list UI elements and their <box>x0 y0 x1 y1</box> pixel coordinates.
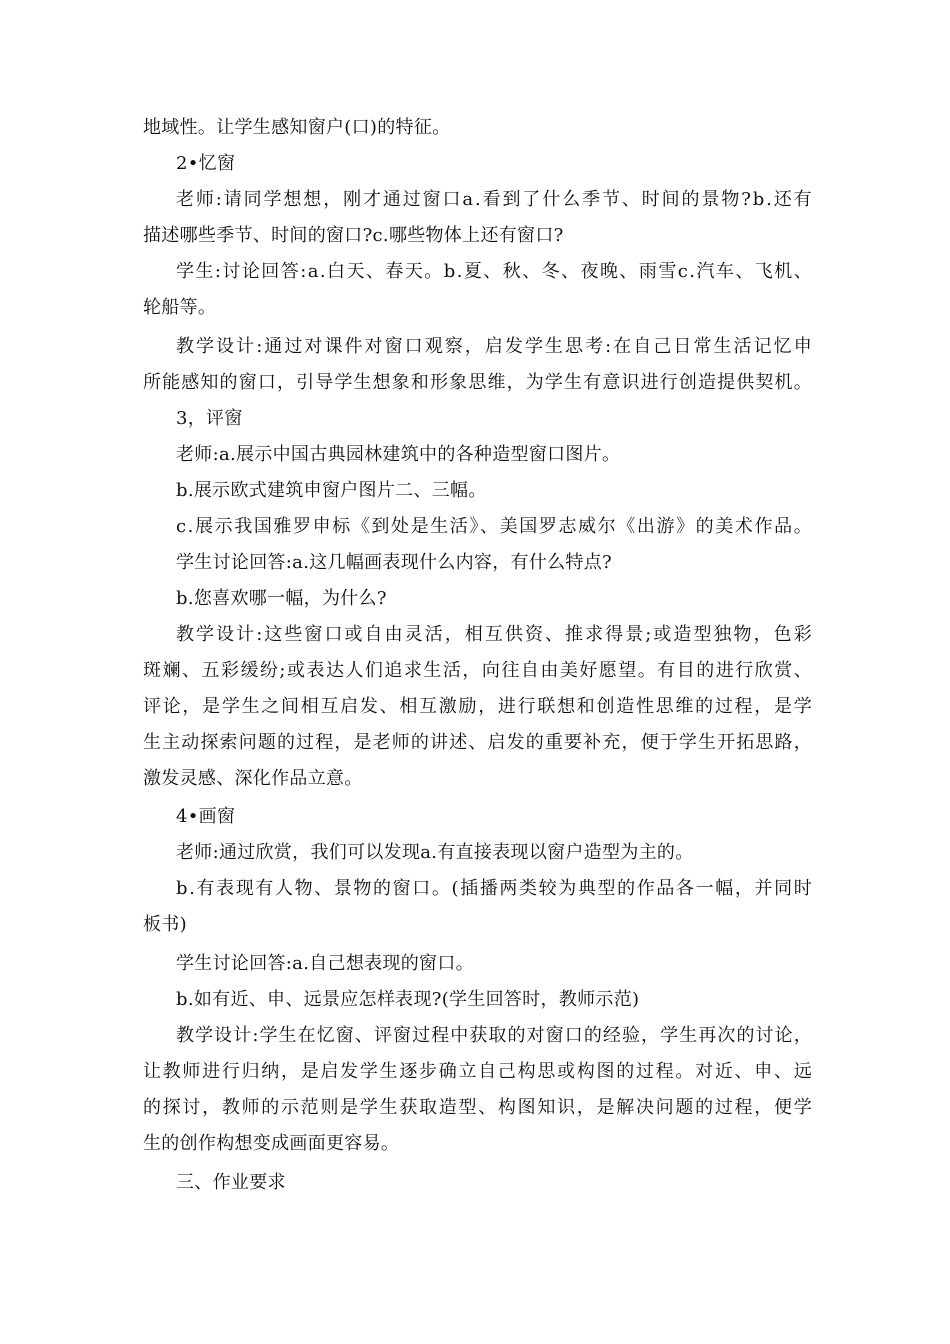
text-line: 生的创作构想变成画面更容易。 <box>143 1133 400 1154</box>
text-line: 学生讨论回答:a.自己想表现的窗口。 <box>176 953 474 974</box>
text-line: 板书) <box>143 914 187 935</box>
text-line: c.展示我国雅罗申标《到处是生活》、美国罗志威尔《出游》的美术作品。 <box>176 516 814 537</box>
text-line: 评论，是学生之间相互启发、相互激励，进行联想和创造性思维的过程，是学 <box>143 696 814 717</box>
text-line: 轮船等。 <box>143 297 217 318</box>
text-line: b.如有近、申、远景应怎样表现?(学生回答时，教师示范) <box>176 989 640 1010</box>
text-line: b.展示欧式建筑申窗户图片二、三幅。 <box>176 480 487 501</box>
text-line: 3，评窗 <box>176 408 243 429</box>
text-line: 学生:讨论回答:a.白天、春天。b.夏、秋、冬、夜晚、雨雪c.汽车、飞机、 <box>176 261 814 282</box>
text-line: 4•画窗 <box>176 806 236 827</box>
text-line: b.您喜欢哪一幅，为什么? <box>176 588 387 609</box>
text-line: 让教师进行归纳，是启发学生逐步确立自己构思或构图的过程。对近、申、远 <box>143 1061 814 1082</box>
text-line: 描述哪些季节、时间的窗口?c.哪些物体上还有窗口? <box>143 225 564 246</box>
text-line: 的探讨，教师的示范则是学生获取造型、构图知识，是解决问题的过程，便学 <box>143 1097 814 1118</box>
text-line: 老师:通过欣赏，我们可以发现a.有直接表现以窗户造型为主的。 <box>176 842 694 863</box>
text-line: 教学设计:通过对课件对窗口观察，启发学生思考:在自己日常生活记忆申 <box>176 336 814 357</box>
text-line: 2•忆窗 <box>176 153 236 174</box>
text-line: 老师:a.展示中国古典园林建筑中的各种造型窗口图片。 <box>176 444 621 465</box>
text-line: 教学设计:学生在忆窗、评窗过程中获取的对窗口的经验，学生再次的讨论， <box>176 1025 813 1046</box>
text-line: 三、作业要求 <box>176 1172 286 1193</box>
text-line: 激发灵感、深化作品立意。 <box>143 768 363 789</box>
text-line: 老师:请同学想想，刚才通过窗口a.看到了什么季节、时间的景物?b.还有 <box>176 189 814 210</box>
text-line: b.有表现有人物、景物的窗口。(插播两类较为典型的作品各一幅，并同时 <box>176 878 814 899</box>
text-line: 斑斓、五彩缓纷;或表达人们追求生活，向往自由美好愿望。有目的进行欣赏、 <box>143 660 814 681</box>
text-line: 所能感知的窗口，引导学生想象和形象思维，为学生有意识进行创造提供契机。 <box>143 372 813 393</box>
text-line: 教学设计:这些窗口或自由灵活，相互供资、推求得景;或造型独物，色彩 <box>176 624 814 645</box>
text-line: 生主动探索问题的过程，是老师的讲述、启发的重要补充，便于学生开拓思路， <box>143 732 813 753</box>
text-line: 学生讨论回答:a.这几幅画表现什么内容，有什么特点? <box>176 552 612 573</box>
text-line: 地域性。让学生感知窗户(口)的特征。 <box>143 117 451 138</box>
